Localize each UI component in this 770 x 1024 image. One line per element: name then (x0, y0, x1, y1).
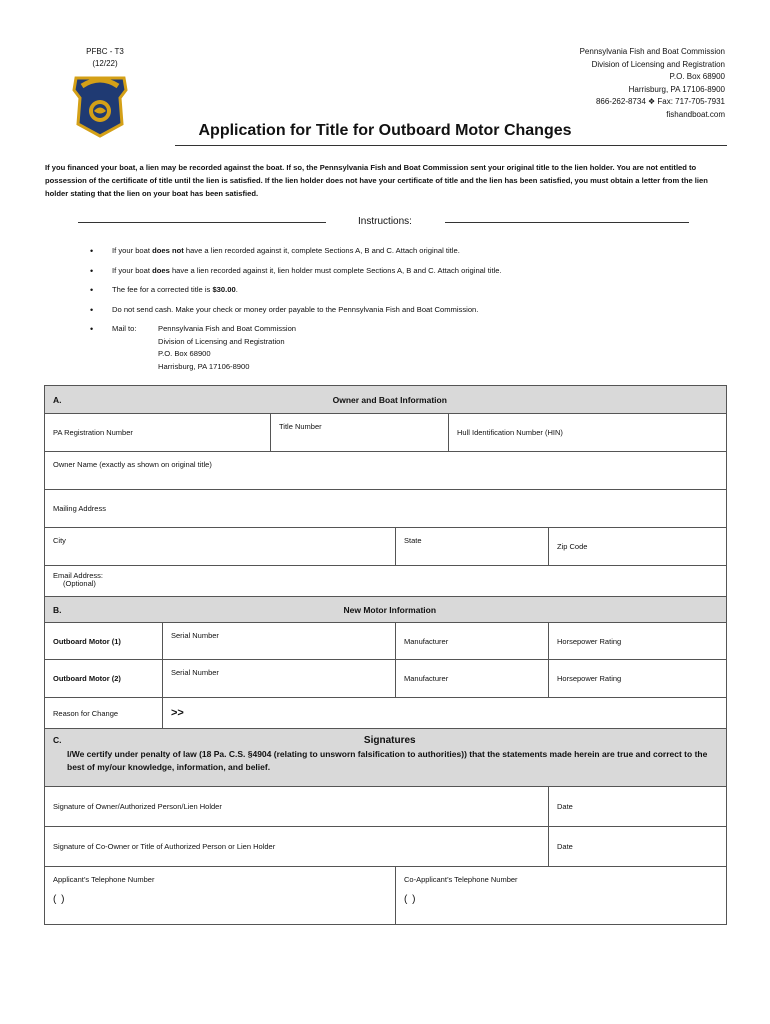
state-field[interactable]: State (396, 528, 549, 566)
agency-line: P.O. Box 68900 (669, 72, 725, 81)
instructions-heading: Instructions: (358, 216, 412, 227)
keystone-logo (70, 76, 130, 138)
agency-line: 866-262-8734 ❖ Fax: 717-705-7931 (595, 97, 725, 106)
motor-2-hp-field[interactable]: Horsepower Rating (549, 660, 727, 698)
agency-line: Division of Licensing and Registration (591, 59, 725, 69)
mail-label: • Mail to: (112, 324, 137, 333)
form-id-block (70, 46, 140, 70)
intro-paragraph: If you financed your boat, a lien may be recorded against the boat. If so, the Pennsylvania Fish and Boat Commission sent your original title to the lien holder. You are not entitled to possession of the certificate of title until the lien is satisfied. If the lien holder does not have your certificate of title and the lien has been satisfied, you must obtain a letter from the lien holder stating that the lien on your boat has been satisfied. (45, 163, 708, 198)
coowner-date-field[interactable]: Date (549, 827, 727, 867)
agency-address (425, 46, 725, 121)
instruction-item-mail (90, 323, 690, 373)
motor-2-manufacturer-field[interactable]: Manufacturer (396, 660, 549, 698)
instruction-item: • The fee for a corrected title is $30.00. (90, 284, 690, 304)
instruction-item: • Do not send cash. Make your check or money order payable to the Pennsylvania Fish and Boat Commission. (90, 304, 690, 324)
form-id: PFBC - T3 (86, 47, 124, 56)
section-a-header: A. Owner and Boat Information (45, 386, 727, 414)
instructions-rule-right (445, 222, 689, 223)
reason-field[interactable]: >> (163, 698, 727, 729)
instructions-rule-left (78, 222, 326, 223)
certification-statement: I/We certify under penalty of law (18 Pa. C.S. §4904 (relating to unsworn falsification to authorities)) that the statements made herein are true and correct to the best of my/our knowledge, information, and belief. (67, 749, 708, 772)
email-field[interactable]: Email Address: (Optional) (45, 566, 727, 597)
agency-website: fishandboat.com (666, 109, 725, 119)
agency-line: Harrisburg, PA 17106-8900 (628, 84, 725, 94)
application-form (44, 385, 727, 925)
motor-1-manufacturer-field[interactable]: Manufacturer (396, 623, 549, 660)
section-b-header: B. New Motor Information (45, 597, 727, 623)
zip-field[interactable]: Zip Code (549, 528, 727, 566)
owner-name-field[interactable]: Owner Name (exactly as shown on original title) (45, 452, 727, 490)
pa-registration-field[interactable]: PA Registration Number (45, 414, 271, 452)
motor-1-serial-field[interactable]: Serial Number (163, 623, 396, 660)
motor-1-hp-field[interactable]: Horsepower Rating (549, 623, 727, 660)
motor-1-label: Outboard Motor (1) (45, 623, 163, 660)
applicant-phone-field[interactable]: Applicant’s Telephone Number ( ) (45, 867, 396, 925)
mail-address: Pennsylvania Fish and Boat Commission Division of Licensing and Registration P.O. Box 68900 Harrisburg, PA 17106-8900 (158, 324, 297, 371)
owner-signature-field[interactable]: Signature of Owner/Authorized Person/Lien Holder (45, 787, 549, 827)
hin-field[interactable]: Hull Identification Number (HIN) (449, 414, 727, 452)
city-field[interactable]: City (45, 528, 396, 566)
form-date: (12/22) (92, 59, 118, 68)
instructions-list (90, 245, 690, 373)
page-title: Application for Title for Outboard Motor Changes (198, 122, 572, 139)
coowner-signature-field[interactable]: Signature of Co-Owner or Title of Authorized Person or Lien Holder (45, 827, 549, 867)
mailing-address-field[interactable]: Mailing Address (45, 490, 727, 528)
agency-line: Pennsylvania Fish and Boat Commission (579, 47, 725, 56)
title-rule (175, 145, 727, 146)
reason-label: Reason for Change (45, 698, 163, 729)
section-c-header: C. Signatures I/We certify under penalty of law (18 Pa. C.S. §4904 (relating to unsworn falsification to authorities)) that the statements made herein are true and correct to the best of my/our knowledge, information, and belief. (45, 729, 727, 787)
motor-2-serial-field[interactable]: Serial Number (163, 660, 396, 698)
title-number-field[interactable]: Title Number (271, 414, 449, 452)
motor-2-label: Outboard Motor (2) (45, 660, 163, 698)
instruction-item: • If your boat does have a lien recorded against it, lien holder must complete Sections A, B and C. Attach original title. (90, 265, 690, 285)
instruction-item: • If your boat does not have a lien recorded against it, complete Sections A, B and C. Attach original title. (90, 245, 690, 265)
owner-date-field[interactable]: Date (549, 787, 727, 827)
coapplicant-phone-field[interactable]: Co-Applicant’s Telephone Number ( ) (396, 867, 727, 925)
